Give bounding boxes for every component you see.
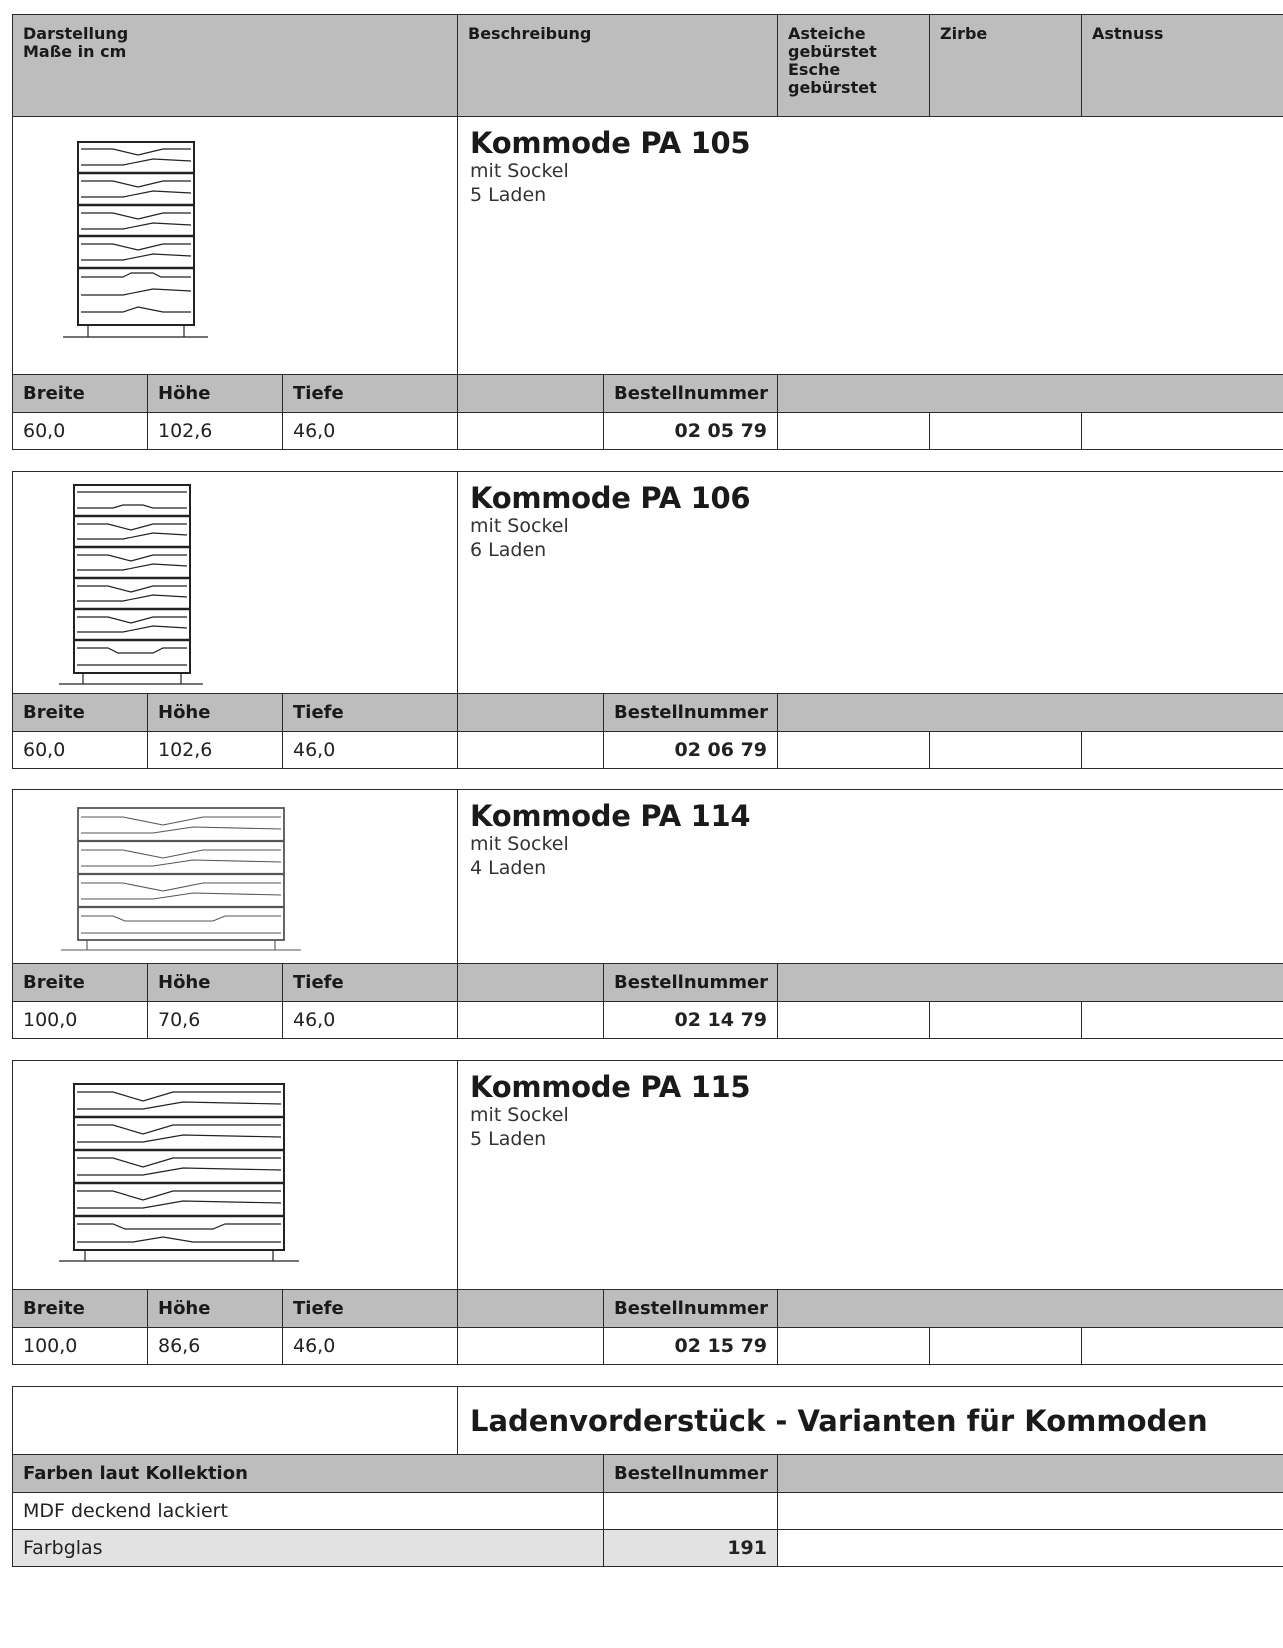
header-table — [12, 14, 1283, 117]
label-bestellnummer: Bestellnummer — [604, 694, 778, 732]
product-feature: mit Sockel — [470, 160, 569, 182]
product-drawing — [13, 117, 458, 375]
dresser-6-drawers-drawing — [13, 472, 458, 692]
value-astnuss — [1082, 413, 1283, 450]
value-breite: 100,0 — [13, 1002, 148, 1039]
variants-bestellnummer-label: Bestellnummer — [604, 1455, 778, 1493]
variant-label: Farbglas — [13, 1530, 604, 1567]
product-title: Kommode PA 106 — [470, 481, 751, 515]
label-empty — [458, 964, 604, 1002]
variant-bestellnummer: 191 — [604, 1530, 778, 1567]
label-empty — [778, 964, 1283, 1002]
value-astnuss — [1082, 1328, 1283, 1365]
product-title: Kommode PA 115 — [470, 1070, 751, 1104]
value-breite: 100,0 — [13, 1328, 148, 1365]
header-astnuss: Astnuss — [1082, 15, 1283, 117]
variant-label: MDF deckend lackiert — [13, 1493, 604, 1530]
variants-title: Ladenvorderstück - Varianten für Kommoden — [458, 1387, 1283, 1455]
value-tiefe: 46,0 — [283, 732, 458, 769]
label-empty — [778, 1455, 1283, 1493]
value-empty — [778, 1530, 1283, 1567]
value-tiefe: 46,0 — [283, 413, 458, 450]
product-feature: 4 Laden — [470, 857, 547, 879]
header-beschreibung: Beschreibung — [458, 15, 778, 117]
value-finish1 — [778, 732, 930, 769]
value-bestellnummer: 02 06 79 — [604, 732, 778, 769]
value-breite: 60,0 — [13, 413, 148, 450]
label-breite: Breite — [13, 1290, 148, 1328]
value-empty — [458, 413, 604, 450]
product-table — [12, 116, 1283, 450]
value-finish1 — [778, 413, 930, 450]
value-breite: 60,0 — [13, 732, 148, 769]
product-title: Kommode PA 114 — [470, 799, 751, 833]
value-empty — [458, 1328, 604, 1365]
value-astnuss — [1082, 732, 1283, 769]
product-feature: 5 Laden — [470, 1128, 547, 1150]
value-finish1 — [778, 1328, 930, 1365]
label-hoehe: Höhe — [148, 964, 283, 1002]
value-tiefe: 46,0 — [283, 1002, 458, 1039]
value-empty — [778, 1493, 1283, 1530]
value-empty — [458, 732, 604, 769]
header-masse-label: Maße in cm — [23, 42, 127, 61]
product-feature: 5 Laden — [470, 184, 547, 206]
header-finish1-line4: gebürstet — [788, 78, 877, 97]
value-astnuss — [1082, 1002, 1283, 1039]
value-hoehe: 86,6 — [148, 1328, 283, 1365]
product-table — [12, 471, 1283, 769]
label-empty — [458, 1290, 604, 1328]
label-empty — [778, 694, 1283, 732]
product-feature: mit Sockel — [470, 515, 569, 537]
label-hoehe: Höhe — [148, 375, 283, 413]
dresser-4-drawers-drawing — [13, 790, 458, 962]
value-finish1 — [778, 1002, 930, 1039]
value-zirbe — [930, 732, 1082, 769]
header-finish1-line3: Esche — [788, 60, 841, 79]
label-empty — [778, 1290, 1283, 1328]
dresser-5-drawers-drawing — [13, 117, 458, 373]
product-feature: mit Sockel — [470, 1104, 569, 1126]
label-breite: Breite — [13, 375, 148, 413]
label-tiefe: Tiefe — [283, 375, 458, 413]
label-breite: Breite — [13, 694, 148, 732]
header-finish1 — [778, 15, 930, 117]
label-tiefe: Tiefe — [283, 694, 458, 732]
header-darstellung — [13, 15, 458, 117]
value-zirbe — [930, 413, 1082, 450]
product-description — [458, 1061, 1283, 1290]
value-zirbe — [930, 1328, 1082, 1365]
value-bestellnummer: 02 05 79 — [604, 413, 778, 450]
product-description — [458, 472, 1283, 694]
value-tiefe: 46,0 — [283, 1328, 458, 1365]
value-zirbe — [930, 1002, 1082, 1039]
label-bestellnummer: Bestellnummer — [604, 375, 778, 413]
label-hoehe: Höhe — [148, 1290, 283, 1328]
dresser-5-drawers-wide-drawing — [13, 1061, 458, 1288]
product-drawing — [13, 1061, 458, 1290]
header-zirbe: Zirbe — [930, 15, 1082, 117]
product-feature: mit Sockel — [470, 833, 569, 855]
product-description — [458, 117, 1283, 375]
label-hoehe: Höhe — [148, 694, 283, 732]
label-tiefe: Tiefe — [283, 1290, 458, 1328]
product-table — [12, 1060, 1283, 1365]
product-drawing — [13, 790, 458, 964]
label-empty — [458, 375, 604, 413]
product-title: Kommode PA 105 — [470, 126, 751, 160]
label-empty — [778, 375, 1283, 413]
header-finish1-line1: Asteiche — [788, 24, 866, 43]
label-breite: Breite — [13, 964, 148, 1002]
header-darstellung-label: Darstellung — [23, 24, 129, 43]
label-empty — [458, 694, 604, 732]
value-hoehe: 70,6 — [148, 1002, 283, 1039]
label-tiefe: Tiefe — [283, 964, 458, 1002]
label-bestellnummer: Bestellnummer — [604, 1290, 778, 1328]
variants-farben-label: Farben laut Kollektion — [13, 1455, 604, 1493]
value-bestellnummer: 02 14 79 — [604, 1002, 778, 1039]
product-table — [12, 789, 1283, 1039]
product-feature: 6 Laden — [470, 539, 547, 561]
variants-table — [12, 1386, 1283, 1567]
variants-empty-cell — [13, 1387, 458, 1455]
product-description — [458, 790, 1283, 964]
value-bestellnummer: 02 15 79 — [604, 1328, 778, 1365]
label-bestellnummer: Bestellnummer — [604, 964, 778, 1002]
variant-bestellnummer — [604, 1493, 778, 1530]
value-hoehe: 102,6 — [148, 413, 283, 450]
product-drawing — [13, 472, 458, 694]
header-finish1-line2: gebürstet — [788, 42, 877, 61]
value-hoehe: 102,6 — [148, 732, 283, 769]
value-empty — [458, 1002, 604, 1039]
